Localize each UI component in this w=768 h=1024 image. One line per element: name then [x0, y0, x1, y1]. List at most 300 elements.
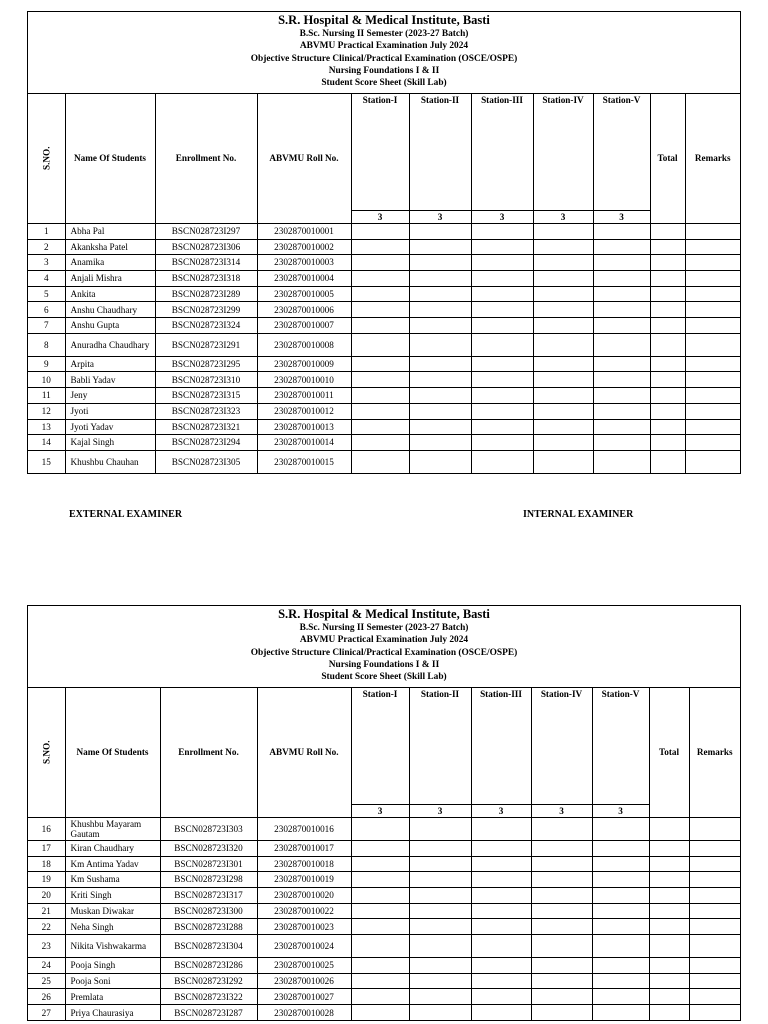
station-3-score-cell — [471, 286, 533, 302]
station-4-score-cell — [533, 372, 593, 388]
remarks-cell — [685, 333, 740, 356]
total-score-cell — [650, 450, 685, 473]
col-station-4: Station-IV — [533, 94, 593, 210]
enrollment-cell: BSCN028723I300 — [160, 903, 257, 919]
station-2-score-cell — [409, 958, 471, 974]
station-2-score-cell — [409, 989, 471, 1005]
col-enrollment: Enrollment No. — [160, 688, 257, 817]
remarks-cell — [685, 286, 740, 302]
station-4-score-cell — [531, 919, 592, 935]
total-score-cell — [650, 302, 685, 318]
student-name-cell: Pooja Soni — [65, 973, 160, 989]
total-score-cell — [650, 403, 685, 419]
station-1-score-cell — [351, 935, 409, 958]
col-enrollment: Enrollment No. — [155, 94, 257, 223]
student-name-cell: Jeny — [65, 388, 155, 404]
sno-cell: 7 — [28, 318, 65, 334]
roll-number-cell: 2302870010024 — [257, 935, 351, 958]
station-1-score-cell — [351, 318, 409, 334]
station-5-score-cell — [593, 356, 650, 372]
station-3-score-cell — [471, 255, 533, 271]
remarks-cell — [689, 919, 740, 935]
sno-cell: 4 — [28, 271, 65, 287]
station-5-score-cell — [592, 817, 649, 840]
station-3-score-cell — [471, 450, 533, 473]
station-4-score-cell — [533, 388, 593, 404]
station-1-score-cell — [351, 435, 409, 451]
station-4-score-cell — [531, 989, 592, 1005]
station-2-score-cell — [409, 223, 471, 239]
station-5-score-cell — [592, 919, 649, 935]
station-3-score-cell — [471, 919, 531, 935]
student-name-cell: Kiran Chaudhary — [65, 840, 160, 856]
remarks-cell — [685, 419, 740, 435]
max-marks-station-3: 3 — [471, 804, 531, 817]
station-3-score-cell — [471, 356, 533, 372]
roll-number-cell: 2302870010003 — [257, 255, 351, 271]
station-4-score-cell — [533, 255, 593, 271]
total-score-cell — [650, 356, 685, 372]
remarks-cell — [689, 817, 740, 840]
station-3-score-cell — [471, 856, 531, 872]
col-station-1: Station-I — [351, 688, 409, 804]
roll-number-cell: 2302870010023 — [257, 919, 351, 935]
station-5-score-cell — [592, 903, 649, 919]
remarks-cell — [689, 973, 740, 989]
student-name-cell: Km Antima Yadav — [65, 856, 160, 872]
institute-name: S.R. Hospital & Medical Institute, Basti — [278, 13, 490, 27]
roll-number-cell: 2302870010019 — [257, 872, 351, 888]
station-1-score-cell — [351, 419, 409, 435]
remarks-cell — [689, 872, 740, 888]
total-score-cell — [649, 840, 689, 856]
station-1-score-cell — [351, 286, 409, 302]
table-row — [28, 450, 740, 473]
total-score-cell — [649, 872, 689, 888]
student-name-cell: Babli Yadav — [65, 372, 155, 388]
station-1-score-cell — [351, 388, 409, 404]
student-name-cell: Khushbu Chauhan — [65, 450, 155, 473]
station-2-score-cell — [409, 872, 471, 888]
station-4-score-cell — [531, 856, 592, 872]
enrollment-cell: BSCN028723I286 — [160, 958, 257, 974]
station-1-score-cell — [351, 372, 409, 388]
station-4-score-cell — [533, 333, 593, 356]
enrollment-cell: BSCN028723I321 — [155, 419, 257, 435]
enrollment-cell: BSCN028723I292 — [160, 973, 257, 989]
remarks-cell — [685, 435, 740, 451]
enrollment-cell: BSCN028723I298 — [160, 872, 257, 888]
sno-cell: 11 — [28, 388, 65, 404]
sno-cell: 21 — [28, 903, 65, 919]
total-score-cell — [649, 856, 689, 872]
roll-number-cell: 2302870010009 — [257, 356, 351, 372]
station-1-score-cell — [351, 255, 409, 271]
student-name-cell: Jyoti — [65, 403, 155, 419]
table-row — [28, 388, 740, 404]
total-score-cell — [649, 817, 689, 840]
header-line-batch: B.Sc. Nursing II Semester (2023-27 Batch) — [299, 623, 469, 633]
table-row — [28, 318, 740, 334]
station-2-score-cell — [409, 286, 471, 302]
remarks-cell — [689, 1005, 740, 1021]
max-marks-station-2: 3 — [409, 804, 471, 817]
enrollment-cell: BSCN028723I324 — [155, 318, 257, 334]
header-row — [28, 94, 740, 210]
station-4-score-cell — [531, 958, 592, 974]
remarks-cell — [685, 255, 740, 271]
remarks-cell — [685, 356, 740, 372]
table-row — [28, 271, 740, 287]
remarks-cell — [685, 302, 740, 318]
table-row — [28, 302, 740, 318]
total-score-cell — [650, 271, 685, 287]
station-2-score-cell — [409, 935, 471, 958]
remarks-cell — [685, 403, 740, 419]
student-name-cell: Ankita — [65, 286, 155, 302]
roll-number-cell: 2302870010015 — [257, 450, 351, 473]
roll-number-cell: 2302870010006 — [257, 302, 351, 318]
station-2-score-cell — [409, 919, 471, 935]
header-line-osce: Objective Structure Clinical/Practical Examination (OSCE/OSPE) — [250, 53, 518, 64]
total-score-cell — [650, 318, 685, 334]
sno-cell: 17 — [28, 840, 65, 856]
remarks-cell — [689, 856, 740, 872]
roll-number-cell: 2302870010020 — [257, 888, 351, 904]
station-1-score-cell — [351, 919, 409, 935]
table-row — [28, 989, 740, 1005]
station-4-score-cell — [531, 935, 592, 958]
enrollment-cell: BSCN028723I294 — [155, 435, 257, 451]
station-3-score-cell — [471, 318, 533, 334]
sno-cell: 3 — [28, 255, 65, 271]
roll-number-cell: 2302870010028 — [257, 1005, 351, 1021]
score-table — [28, 688, 740, 1020]
station-4-score-cell — [531, 840, 592, 856]
station-1-score-cell — [351, 973, 409, 989]
table-row — [28, 919, 740, 935]
sno-cell: 5 — [28, 286, 65, 302]
table-row — [28, 372, 740, 388]
enrollment-cell: BSCN028723I322 — [160, 989, 257, 1005]
station-2-score-cell — [409, 419, 471, 435]
total-score-cell — [649, 958, 689, 974]
station-4-score-cell — [533, 286, 593, 302]
remarks-cell — [689, 958, 740, 974]
station-5-score-cell — [592, 989, 649, 1005]
total-score-cell — [650, 255, 685, 271]
station-1-score-cell — [351, 239, 409, 255]
station-3-score-cell — [471, 372, 533, 388]
station-3-score-cell — [471, 935, 531, 958]
total-score-cell — [649, 935, 689, 958]
total-score-cell — [650, 435, 685, 451]
station-3-score-cell — [471, 958, 531, 974]
col-sno: S.NO. — [28, 94, 65, 223]
max-marks-station-1: 3 — [351, 804, 409, 817]
student-name-cell: Priya Chaurasiya — [65, 1005, 160, 1021]
col-remarks: Remarks — [685, 94, 740, 223]
roll-number-cell: 2302870010008 — [257, 333, 351, 356]
student-name-cell: Anjali Mishra — [65, 271, 155, 287]
table-row — [28, 935, 740, 958]
col-station-5: Station-V — [592, 688, 649, 804]
enrollment-cell: BSCN028723I304 — [160, 935, 257, 958]
station-1-score-cell — [351, 856, 409, 872]
station-1-score-cell — [351, 840, 409, 856]
sno-cell: 25 — [28, 973, 65, 989]
max-marks-station-1: 3 — [351, 210, 409, 223]
roll-number-cell: 2302870010002 — [257, 239, 351, 255]
total-score-cell — [650, 333, 685, 356]
student-name-cell: Muskan Diwakar — [65, 903, 160, 919]
station-4-score-cell — [533, 435, 593, 451]
station-5-score-cell — [593, 223, 650, 239]
station-1-score-cell — [351, 958, 409, 974]
enrollment-cell: BSCN028723I318 — [155, 271, 257, 287]
station-4-score-cell — [533, 271, 593, 287]
station-3-score-cell — [471, 271, 533, 287]
header-line-exam: ABVMU Practical Examination July 2024 — [299, 41, 469, 52]
roll-number-cell: 2302870010004 — [257, 271, 351, 287]
station-2-score-cell — [409, 817, 471, 840]
station-5-score-cell — [592, 935, 649, 958]
enrollment-cell: BSCN028723I315 — [155, 388, 257, 404]
table-row — [28, 356, 740, 372]
table-row — [28, 419, 740, 435]
station-1-score-cell — [351, 989, 409, 1005]
total-score-cell — [650, 286, 685, 302]
total-score-cell — [649, 919, 689, 935]
station-5-score-cell — [593, 333, 650, 356]
station-5-score-cell — [593, 435, 650, 451]
student-name-cell: Khushbu Mayaram Gautam — [65, 817, 160, 840]
sno-cell: 1 — [28, 223, 65, 239]
score-table-body — [28, 688, 740, 1020]
station-5-score-cell — [592, 872, 649, 888]
table-row — [28, 903, 740, 919]
station-5-score-cell — [592, 1005, 649, 1021]
student-name-cell: Arpita — [65, 356, 155, 372]
sno-cell: 19 — [28, 872, 65, 888]
station-2-score-cell — [409, 255, 471, 271]
col-station-2: Station-II — [409, 688, 471, 804]
station-5-score-cell — [593, 255, 650, 271]
roll-number-cell: 2302870010022 — [257, 903, 351, 919]
station-3-score-cell — [471, 435, 533, 451]
station-1-score-cell — [351, 1005, 409, 1021]
student-name-cell: Premlata — [65, 989, 160, 1005]
remarks-cell — [689, 840, 740, 856]
roll-number-cell: 2302870010001 — [257, 223, 351, 239]
station-4-score-cell — [533, 356, 593, 372]
station-1-score-cell — [351, 872, 409, 888]
total-score-cell — [649, 989, 689, 1005]
sno-cell: 14 — [28, 435, 65, 451]
enrollment-cell: BSCN028723I310 — [155, 372, 257, 388]
sno-cell: 15 — [28, 450, 65, 473]
header-line-exam: ABVMU Practical Examination July 2024 — [299, 635, 469, 646]
student-name-cell: Anshu Chaudhary — [65, 302, 155, 318]
station-4-score-cell — [531, 872, 592, 888]
station-4-score-cell — [533, 318, 593, 334]
station-1-score-cell — [351, 903, 409, 919]
station-1-score-cell — [351, 403, 409, 419]
station-2-score-cell — [409, 271, 471, 287]
station-2-score-cell — [409, 356, 471, 372]
score-table — [28, 94, 740, 473]
max-marks-station-4: 3 — [533, 210, 593, 223]
table-row — [28, 872, 740, 888]
remarks-cell — [685, 388, 740, 404]
remarks-cell — [685, 318, 740, 334]
header-row — [28, 688, 740, 804]
station-4-score-cell — [531, 888, 592, 904]
table-row — [28, 888, 740, 904]
station-5-score-cell — [592, 888, 649, 904]
sno-cell: 13 — [28, 419, 65, 435]
roll-number-cell: 2302870010018 — [257, 856, 351, 872]
station-1-score-cell — [351, 271, 409, 287]
station-5-score-cell — [593, 419, 650, 435]
station-3-score-cell — [471, 333, 533, 356]
remarks-cell — [685, 450, 740, 473]
enrollment-cell: BSCN028723I305 — [155, 450, 257, 473]
header-line-subject: Nursing Foundations I & II — [328, 65, 440, 76]
max-marks-station-2: 3 — [409, 210, 471, 223]
enrollment-cell: BSCN028723I306 — [155, 239, 257, 255]
col-name: Name Of Students — [65, 688, 160, 817]
station-5-score-cell — [593, 302, 650, 318]
max-marks-station-5: 3 — [592, 804, 649, 817]
enrollment-cell: BSCN028723I303 — [160, 817, 257, 840]
student-name-cell: Nikita Vishwakarma — [65, 935, 160, 958]
col-name: Name Of Students — [65, 94, 155, 223]
station-1-score-cell — [351, 356, 409, 372]
enrollment-cell: BSCN028723I299 — [155, 302, 257, 318]
table-row — [28, 333, 740, 356]
col-station-2: Station-II — [409, 94, 471, 210]
header-line-subject: Nursing Foundations I & II — [328, 659, 440, 670]
total-score-cell — [650, 388, 685, 404]
sno-cell: 20 — [28, 888, 65, 904]
enrollment-cell: BSCN028723I289 — [155, 286, 257, 302]
total-score-cell — [650, 419, 685, 435]
table-row — [28, 1005, 740, 1021]
score-table-body — [28, 94, 740, 473]
total-score-cell — [650, 372, 685, 388]
station-5-score-cell — [592, 973, 649, 989]
student-name-cell: Anshu Gupta — [65, 318, 155, 334]
table-row — [28, 973, 740, 989]
col-station-3: Station-III — [471, 94, 533, 210]
max-marks-station-5: 3 — [593, 210, 650, 223]
station-3-score-cell — [471, 817, 531, 840]
enrollment-cell: BSCN028723I287 — [160, 1005, 257, 1021]
external-examiner-label: EXTERNAL EXAMINER — [69, 509, 183, 520]
station-3-score-cell — [471, 223, 533, 239]
col-station-1: Station-I — [351, 94, 409, 210]
remarks-cell — [685, 223, 740, 239]
sheet-header — [28, 12, 740, 94]
internal-examiner-label: INTERNAL EXAMINER — [523, 509, 634, 520]
station-2-score-cell — [409, 888, 471, 904]
student-name-cell: Kriti Singh — [65, 888, 160, 904]
roll-number-cell: 2302870010025 — [257, 958, 351, 974]
total-score-cell — [649, 903, 689, 919]
sno-cell: 10 — [28, 372, 65, 388]
station-3-score-cell — [471, 419, 533, 435]
student-name-cell: Abha Pal — [65, 223, 155, 239]
enrollment-cell: BSCN028723I295 — [155, 356, 257, 372]
sno-cell: 9 — [28, 356, 65, 372]
max-marks-station-4: 3 — [531, 804, 592, 817]
enrollment-cell: BSCN028723I301 — [160, 856, 257, 872]
table-row — [28, 817, 740, 840]
total-score-cell — [649, 1005, 689, 1021]
table-row — [28, 856, 740, 872]
roll-number-cell: 2302870010017 — [257, 840, 351, 856]
institute-name: S.R. Hospital & Medical Institute, Basti — [278, 607, 490, 621]
station-5-score-cell — [593, 271, 650, 287]
col-station-4: Station-IV — [531, 688, 592, 804]
station-3-score-cell — [471, 239, 533, 255]
station-5-score-cell — [593, 450, 650, 473]
col-station-5: Station-V — [593, 94, 650, 210]
station-5-score-cell — [592, 840, 649, 856]
station-5-score-cell — [593, 372, 650, 388]
remarks-cell — [685, 239, 740, 255]
remarks-cell — [685, 372, 740, 388]
station-5-score-cell — [593, 239, 650, 255]
station-2-score-cell — [409, 388, 471, 404]
roll-number-cell: 2302870010007 — [257, 318, 351, 334]
station-2-score-cell — [409, 302, 471, 318]
station-2-score-cell — [409, 318, 471, 334]
remarks-cell — [689, 989, 740, 1005]
max-marks-station-3: 3 — [471, 210, 533, 223]
station-2-score-cell — [409, 1005, 471, 1021]
enrollment-cell: BSCN028723I288 — [160, 919, 257, 935]
roll-number-cell: 2302870010027 — [257, 989, 351, 1005]
student-name-cell: Kajal Singh — [65, 435, 155, 451]
roll-number-cell: 2302870010026 — [257, 973, 351, 989]
roll-number-cell: 2302870010010 — [257, 372, 351, 388]
station-3-score-cell — [471, 302, 533, 318]
station-2-score-cell — [409, 450, 471, 473]
table-row — [28, 255, 740, 271]
enrollment-cell: BSCN028723I317 — [160, 888, 257, 904]
header-line-osce: Objective Structure Clinical/Practical Examination (OSCE/OSPE) — [250, 647, 518, 658]
station-4-score-cell — [531, 817, 592, 840]
col-roll: ABVMU Roll No. — [257, 94, 351, 223]
station-5-score-cell — [592, 958, 649, 974]
student-name-cell: Neha Singh — [65, 919, 160, 935]
total-score-cell — [649, 888, 689, 904]
sno-cell: 12 — [28, 403, 65, 419]
col-remarks: Remarks — [689, 688, 740, 817]
station-4-score-cell — [533, 403, 593, 419]
score-sheet-1 — [27, 11, 741, 474]
roll-number-cell: 2302870010016 — [257, 817, 351, 840]
station-2-score-cell — [409, 333, 471, 356]
station-4-score-cell — [533, 450, 593, 473]
station-3-score-cell — [471, 888, 531, 904]
roll-number-cell: 2302870010014 — [257, 435, 351, 451]
col-sno: S.NO. — [28, 688, 65, 817]
sno-cell: 26 — [28, 989, 65, 1005]
table-row — [28, 403, 740, 419]
